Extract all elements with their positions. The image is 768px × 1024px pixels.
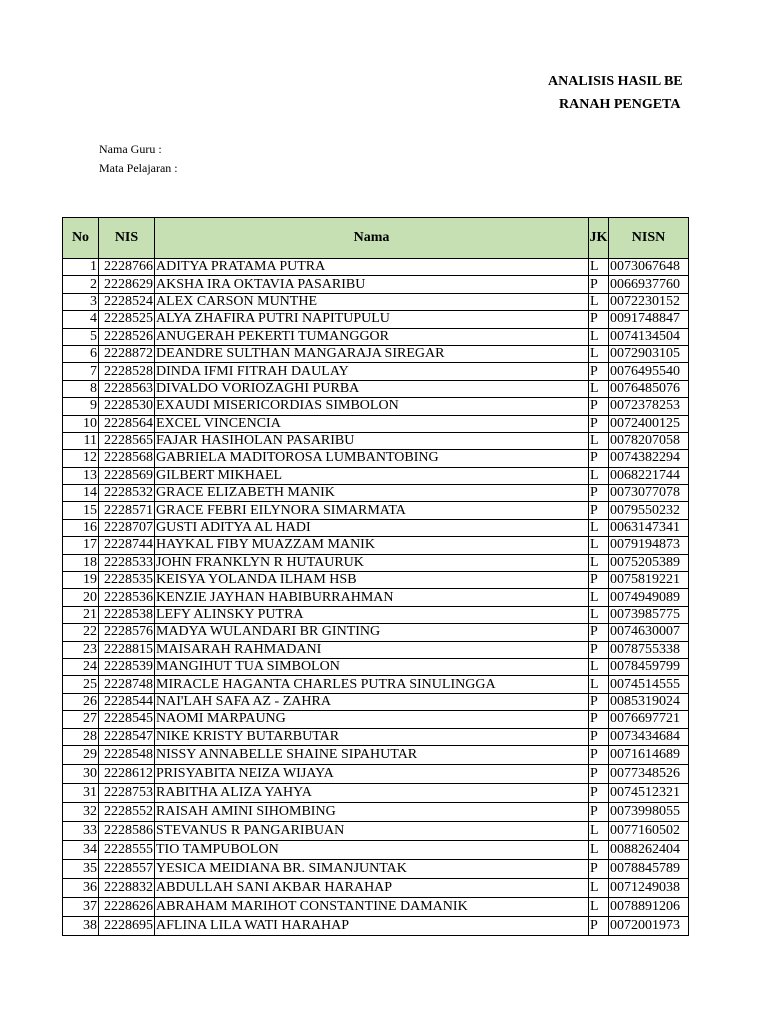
cell-jk: L <box>589 589 609 606</box>
cell-nisn: 0085319024 <box>609 693 689 710</box>
cell-jk: P <box>589 859 609 878</box>
student-table <box>62 217 689 936</box>
cell-nisn: 0076495540 <box>609 363 689 380</box>
cell-jk: P <box>589 802 609 821</box>
cell-nisn: 0091748847 <box>609 311 689 328</box>
cell-jk: P <box>589 311 609 328</box>
cell-nis: 2228548 <box>99 745 155 764</box>
cell-jk: L <box>589 840 609 859</box>
cell-no: 37 <box>63 897 99 916</box>
cell-nama: AKSHA IRA OKTAVIA PASARIBU <box>155 276 589 293</box>
cell-no: 34 <box>63 840 99 859</box>
report-subtitle: RANAH PENGETA <box>559 97 681 112</box>
cell-no: 2 <box>63 276 99 293</box>
table-body <box>63 259 689 936</box>
cell-nis: 2228536 <box>99 589 155 606</box>
cell-nama: DIVALDO VORIOZAGHI PURBA <box>155 380 589 397</box>
table-row <box>63 840 689 859</box>
cell-jk: P <box>589 783 609 802</box>
cell-nama: ADITYA PRATAMA PUTRA <box>155 259 589 276</box>
cell-jk: P <box>589 745 609 764</box>
cell-nis: 2228612 <box>99 764 155 783</box>
cell-nis: 2228748 <box>99 676 155 693</box>
cell-nisn: 0074382294 <box>609 450 689 467</box>
cell-no: 27 <box>63 711 99 728</box>
cell-nama: KEISYA YOLANDA ILHAM HSB <box>155 572 589 589</box>
table-row <box>63 783 689 802</box>
table-row <box>63 467 689 484</box>
cell-nama: DEANDRE SULTHAN MANGARAJA SIREGAR <box>155 345 589 362</box>
cell-no: 28 <box>63 728 99 745</box>
cell-nis: 2228524 <box>99 293 155 310</box>
cell-nisn: 0077160502 <box>609 821 689 840</box>
cell-jk: P <box>589 502 609 519</box>
cell-no: 20 <box>63 589 99 606</box>
table-row <box>63 328 689 345</box>
table-row <box>63 519 689 536</box>
cell-nama: NAI'LAH SAFA AZ - ZAHRA <box>155 693 589 710</box>
table-row <box>63 802 689 821</box>
table-row <box>63 745 689 764</box>
cell-no: 10 <box>63 415 99 432</box>
cell-jk: P <box>589 916 609 935</box>
cell-nis: 2228744 <box>99 537 155 554</box>
cell-nama: ALYA ZHAFIRA PUTRI NAPITUPULU <box>155 311 589 328</box>
cell-nisn: 0071249038 <box>609 878 689 897</box>
cell-no: 33 <box>63 821 99 840</box>
cell-jk: L <box>589 821 609 840</box>
cell-jk: L <box>589 554 609 571</box>
table-row <box>63 398 689 415</box>
cell-jk: P <box>589 711 609 728</box>
cell-no: 12 <box>63 450 99 467</box>
cell-nis: 2228753 <box>99 783 155 802</box>
cell-nama: MADYA WULANDARI BR GINTING <box>155 624 589 641</box>
cell-nama: PRISYABITA NEIZA WIJAYA <box>155 764 589 783</box>
cell-nama: MANGIHUT TUA SIMBOLON <box>155 658 589 675</box>
cell-nisn: 0072903105 <box>609 345 689 362</box>
table-row <box>63 502 689 519</box>
cell-no: 8 <box>63 380 99 397</box>
table-row <box>63 711 689 728</box>
cell-no: 6 <box>63 345 99 362</box>
teacher-name-label: Nama Guru : <box>99 142 162 156</box>
cell-nama: RAISAH AMINI SIHOMBING <box>155 802 589 821</box>
cell-nisn: 0074514555 <box>609 676 689 693</box>
table-row <box>63 641 689 658</box>
cell-jk: P <box>589 363 609 380</box>
cell-nisn: 0066937760 <box>609 276 689 293</box>
cell-nama: GRACE FEBRI EILYNORA SIMARMATA <box>155 502 589 519</box>
cell-jk: L <box>589 606 609 623</box>
cell-nisn: 0088262404 <box>609 840 689 859</box>
cell-jk: L <box>589 658 609 675</box>
cell-nis: 2228707 <box>99 519 155 536</box>
cell-nisn: 0078459799 <box>609 658 689 675</box>
cell-no: 29 <box>63 745 99 764</box>
cell-nis: 2228629 <box>99 276 155 293</box>
cell-nis: 2228533 <box>99 554 155 571</box>
cell-no: 24 <box>63 658 99 675</box>
cell-nisn: 0074949089 <box>609 589 689 606</box>
cell-nis: 2228766 <box>99 259 155 276</box>
cell-nama: TIO TAMPUBOLON <box>155 840 589 859</box>
cell-no: 19 <box>63 572 99 589</box>
table-row <box>63 363 689 380</box>
cell-no: 1 <box>63 259 99 276</box>
cell-nama: STEVANUS R PANGARIBUAN <box>155 821 589 840</box>
cell-nama: NISSY ANNABELLE SHAINE SIPAHUTAR <box>155 745 589 764</box>
cell-nis: 2228532 <box>99 485 155 502</box>
column-header-nama: Nama <box>155 218 589 259</box>
cell-nisn: 0074512321 <box>609 783 689 802</box>
table-row <box>63 380 689 397</box>
cell-nama: NIKE KRISTY BUTARBUTAR <box>155 728 589 745</box>
cell-jk: L <box>589 293 609 310</box>
cell-nis: 2228539 <box>99 658 155 675</box>
cell-nama: GRACE ELIZABETH MANIK <box>155 485 589 502</box>
table-row <box>63 897 689 916</box>
cell-no: 30 <box>63 764 99 783</box>
cell-jk: P <box>589 693 609 710</box>
cell-nis: 2228552 <box>99 802 155 821</box>
cell-nama: GILBERT MIKHAEL <box>155 467 589 484</box>
cell-nama: ABRAHAM MARIHOT CONSTANTINE DAMANIK <box>155 897 589 916</box>
cell-nisn: 0078845789 <box>609 859 689 878</box>
cell-nama: LEFY ALINSKY PUTRA <box>155 606 589 623</box>
cell-nisn: 0068221744 <box>609 467 689 484</box>
cell-nisn: 0079550232 <box>609 502 689 519</box>
cell-nama: ABDULLAH SANI AKBAR HARAHAP <box>155 878 589 897</box>
table-row <box>63 311 689 328</box>
cell-nisn: 0073067648 <box>609 259 689 276</box>
cell-nisn: 0079194873 <box>609 537 689 554</box>
cell-nis: 2228564 <box>99 415 155 432</box>
cell-nis: 2228872 <box>99 345 155 362</box>
cell-nama: DINDA IFMI FITRAH DAULAY <box>155 363 589 380</box>
cell-nis: 2228538 <box>99 606 155 623</box>
cell-no: 9 <box>63 398 99 415</box>
table-row <box>63 415 689 432</box>
cell-no: 5 <box>63 328 99 345</box>
cell-nis: 2228557 <box>99 859 155 878</box>
cell-jk: L <box>589 259 609 276</box>
table-row <box>63 345 689 362</box>
cell-jk: L <box>589 537 609 554</box>
cell-nama: EXAUDI MISERICORDIAS SIMBOLON <box>155 398 589 415</box>
cell-no: 18 <box>63 554 99 571</box>
cell-jk: L <box>589 519 609 536</box>
cell-jk: L <box>589 676 609 693</box>
cell-nis: 2228530 <box>99 398 155 415</box>
cell-nisn: 0063147341 <box>609 519 689 536</box>
cell-nisn: 0073985775 <box>609 606 689 623</box>
cell-jk: L <box>589 328 609 345</box>
cell-nis: 2228535 <box>99 572 155 589</box>
cell-nis: 2228586 <box>99 821 155 840</box>
cell-nisn: 0074134504 <box>609 328 689 345</box>
cell-no: 26 <box>63 693 99 710</box>
cell-nama: EXCEL VINCENCIA <box>155 415 589 432</box>
table-row <box>63 821 689 840</box>
cell-jk: P <box>589 572 609 589</box>
cell-nisn: 0076485076 <box>609 380 689 397</box>
table-row <box>63 624 689 641</box>
cell-jk: L <box>589 878 609 897</box>
table-row <box>63 728 689 745</box>
table-header-row <box>63 218 689 259</box>
cell-nis: 2228525 <box>99 311 155 328</box>
table-row <box>63 537 689 554</box>
cell-no: 21 <box>63 606 99 623</box>
cell-no: 14 <box>63 485 99 502</box>
table-row <box>63 764 689 783</box>
cell-nama: JOHN FRANKLYN R HUTAURUK <box>155 554 589 571</box>
cell-nis: 2228565 <box>99 432 155 449</box>
cell-nis: 2228695 <box>99 916 155 935</box>
column-header-nis: NIS <box>99 218 155 259</box>
cell-nis: 2228544 <box>99 693 155 710</box>
table-row <box>63 450 689 467</box>
cell-no: 32 <box>63 802 99 821</box>
cell-nama: FAJAR HASIHOLAN PASARIBU <box>155 432 589 449</box>
cell-nama: GUSTI ADITYA AL HADI <box>155 519 589 536</box>
cell-jk: P <box>589 450 609 467</box>
cell-jk: L <box>589 467 609 484</box>
cell-nis: 2228576 <box>99 624 155 641</box>
cell-nis: 2228569 <box>99 467 155 484</box>
cell-nisn: 0076697721 <box>609 711 689 728</box>
cell-nama: HAYKAL FIBY MUAZZAM MANIK <box>155 537 589 554</box>
cell-jk: P <box>589 485 609 502</box>
table-row <box>63 606 689 623</box>
cell-nisn: 0073434684 <box>609 728 689 745</box>
cell-no: 25 <box>63 676 99 693</box>
cell-jk: L <box>589 345 609 362</box>
cell-no: 15 <box>63 502 99 519</box>
cell-nama: GABRIELA MADITOROSA LUMBANTOBING <box>155 450 589 467</box>
cell-no: 7 <box>63 363 99 380</box>
table-row <box>63 572 689 589</box>
table-row <box>63 554 689 571</box>
cell-nis: 2228568 <box>99 450 155 467</box>
cell-no: 31 <box>63 783 99 802</box>
subject-label: Mata Pelajaran : <box>99 161 178 175</box>
cell-nisn: 0071614689 <box>609 745 689 764</box>
table-row <box>63 693 689 710</box>
cell-nama: MIRACLE HAGANTA CHARLES PUTRA SINULINGGA <box>155 676 589 693</box>
cell-nis: 2228832 <box>99 878 155 897</box>
cell-nama: YESICA MEIDIANA BR. SIMANJUNTAK <box>155 859 589 878</box>
cell-nisn: 0075819221 <box>609 572 689 589</box>
table-row <box>63 589 689 606</box>
cell-no: 11 <box>63 432 99 449</box>
cell-no: 23 <box>63 641 99 658</box>
table-row <box>63 676 689 693</box>
cell-nis: 2228528 <box>99 363 155 380</box>
cell-no: 16 <box>63 519 99 536</box>
cell-nisn: 0073998055 <box>609 802 689 821</box>
cell-nama: MAISARAH RAHMADANI <box>155 641 589 658</box>
cell-no: 38 <box>63 916 99 935</box>
cell-nisn: 0072230152 <box>609 293 689 310</box>
cell-jk: P <box>589 276 609 293</box>
cell-nisn: 0075205389 <box>609 554 689 571</box>
cell-nis: 2228526 <box>99 328 155 345</box>
table-row <box>63 485 689 502</box>
cell-nama: ALEX CARSON MUNTHE <box>155 293 589 310</box>
cell-jk: P <box>589 415 609 432</box>
cell-nis: 2228571 <box>99 502 155 519</box>
cell-nisn: 0073077078 <box>609 485 689 502</box>
cell-nis: 2228815 <box>99 641 155 658</box>
cell-no: 3 <box>63 293 99 310</box>
cell-nis: 2228563 <box>99 380 155 397</box>
table-row <box>63 878 689 897</box>
table-row <box>63 432 689 449</box>
cell-nisn: 0078891206 <box>609 897 689 916</box>
table-row <box>63 276 689 293</box>
cell-nama: RABITHA ALIZA YAHYA <box>155 783 589 802</box>
table-row <box>63 658 689 675</box>
cell-jk: P <box>589 398 609 415</box>
cell-nama: NAOMI MARPAUNG <box>155 711 589 728</box>
cell-no: 13 <box>63 467 99 484</box>
cell-jk: L <box>589 897 609 916</box>
report-title: ANALISIS HASIL BE <box>548 74 683 89</box>
cell-nisn: 0078755338 <box>609 641 689 658</box>
cell-nama: KENZIE JAYHAN HABIBURRAHMAN <box>155 589 589 606</box>
cell-jk: P <box>589 624 609 641</box>
column-header-no: No <box>63 218 99 259</box>
cell-jk: P <box>589 641 609 658</box>
cell-nisn: 0078207058 <box>609 432 689 449</box>
cell-no: 35 <box>63 859 99 878</box>
cell-jk: P <box>589 728 609 745</box>
cell-nama: ANUGERAH PEKERTI TUMANGGOR <box>155 328 589 345</box>
cell-nisn: 0072400125 <box>609 415 689 432</box>
cell-no: 22 <box>63 624 99 641</box>
cell-nis: 2228555 <box>99 840 155 859</box>
cell-nis: 2228547 <box>99 728 155 745</box>
column-header-nisn: NISN <box>609 218 689 259</box>
cell-nisn: 0072378253 <box>609 398 689 415</box>
cell-nis: 2228626 <box>99 897 155 916</box>
cell-jk: P <box>589 764 609 783</box>
cell-jk: L <box>589 380 609 397</box>
cell-nisn: 0077348526 <box>609 764 689 783</box>
cell-nis: 2228545 <box>99 711 155 728</box>
cell-nama: AFLINA LILA WATI HARAHAP <box>155 916 589 935</box>
cell-no: 4 <box>63 311 99 328</box>
cell-no: 36 <box>63 878 99 897</box>
table-row <box>63 859 689 878</box>
cell-nisn: 0074630007 <box>609 624 689 641</box>
table-row <box>63 293 689 310</box>
column-header-jk: JK <box>589 218 609 259</box>
cell-nisn: 0072001973 <box>609 916 689 935</box>
cell-no: 17 <box>63 537 99 554</box>
table-row <box>63 916 689 935</box>
table-row <box>63 259 689 276</box>
cell-jk: L <box>589 432 609 449</box>
